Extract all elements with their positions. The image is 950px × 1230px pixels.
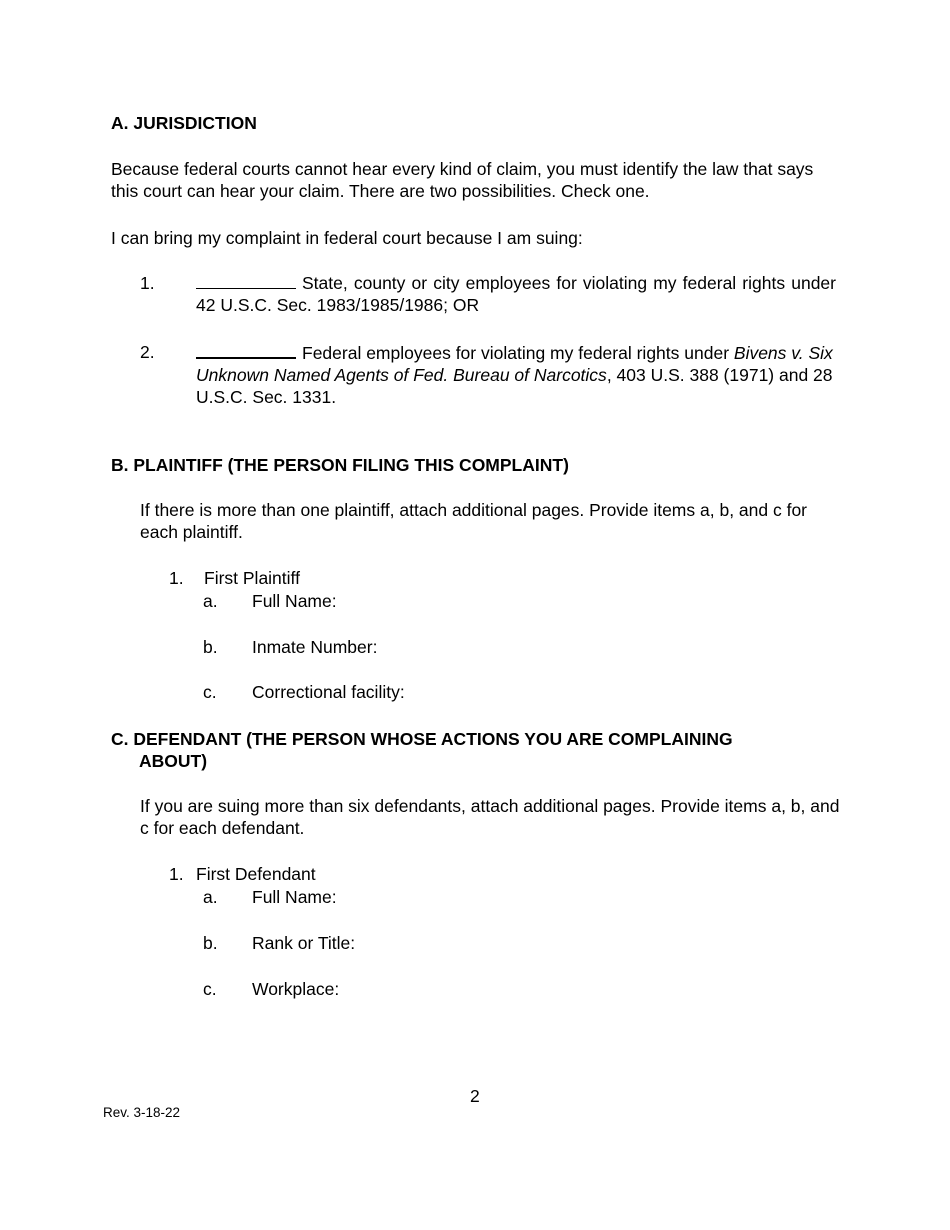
section-c-intro: If you are suing more than six defendants, attach additional pages. Provide items a, b, and c for each defendant. xyxy=(140,796,840,838)
plaintiff-item-label: First Plaintiff xyxy=(204,568,300,588)
section-a-intro: Because federal courts cannot hear every kind of claim, you must identify the law that says this court can hear your claim. There are two possibilities. Check one. xyxy=(111,159,814,201)
page-number: 2 xyxy=(470,1086,480,1106)
section-b-intro: If there is more than one plaintiff, attach additional pages. Provide items a, b, and c for each plaintiff. xyxy=(140,500,808,542)
plaintiff-field-letter: c. xyxy=(203,682,217,702)
plaintiff-field-letter: a. xyxy=(203,591,218,611)
plaintiff-item-number: 1. xyxy=(169,568,184,588)
defendant-full-name-label: Full Name: xyxy=(252,887,337,907)
defendant-item-number: 1. xyxy=(169,864,184,884)
section-c-heading-line1: C. DEFENDANT (THE PERSON WHOSE ACTIONS YOU ARE COMPLAINING xyxy=(111,729,733,749)
defendant-workplace-label: Workplace: xyxy=(252,979,340,999)
section-a-lead: I can bring my complaint in federal court because I am suing: xyxy=(111,228,583,248)
plaintiff-inmate-number-label: Inmate Number: xyxy=(252,637,378,657)
defendant-field-letter: b. xyxy=(203,933,218,953)
option-1-text: State, county or city employees for violating my federal rights under 42 U.S.C. Sec. 1983/1985/1986; OR xyxy=(196,273,836,315)
defendant-field-letter: c. xyxy=(203,979,217,999)
option-2-number: 2. xyxy=(140,342,155,362)
option-2-case-name: Bivens v. Six Unknown Named Agents of Fed. Bureau of Narcotics xyxy=(196,343,833,385)
plaintiff-full-name-label: Full Name: xyxy=(252,591,337,611)
revision-date: Rev. 3-18-22 xyxy=(103,1105,181,1120)
defendant-item-label: First Defendant xyxy=(196,864,316,884)
section-b-heading: B. PLAINTIFF (THE PERSON FILING THIS COMPLAINT) xyxy=(111,455,569,475)
option-1-number: 1. xyxy=(140,273,155,293)
defendant-field-letter: a. xyxy=(203,887,218,907)
option-2-text-before: Federal employees for violating my federal rights under xyxy=(302,343,734,363)
option-1-checkline[interactable] xyxy=(196,272,296,289)
option-2-text-after: , 403 U.S. 388 (1971) and 28 U.S.C. Sec. 1331. xyxy=(196,365,833,407)
option-2-checkline[interactable] xyxy=(196,341,296,359)
defendant-rank-label: Rank or Title: xyxy=(252,933,356,953)
section-a-heading: A. JURISDICTION xyxy=(111,113,257,133)
plaintiff-field-letter: b. xyxy=(203,637,218,657)
option-1 xyxy=(196,272,836,316)
option-2 xyxy=(196,341,841,408)
plaintiff-facility-label: Correctional facility: xyxy=(252,682,405,702)
section-c-heading-line2: ABOUT) xyxy=(139,751,208,771)
